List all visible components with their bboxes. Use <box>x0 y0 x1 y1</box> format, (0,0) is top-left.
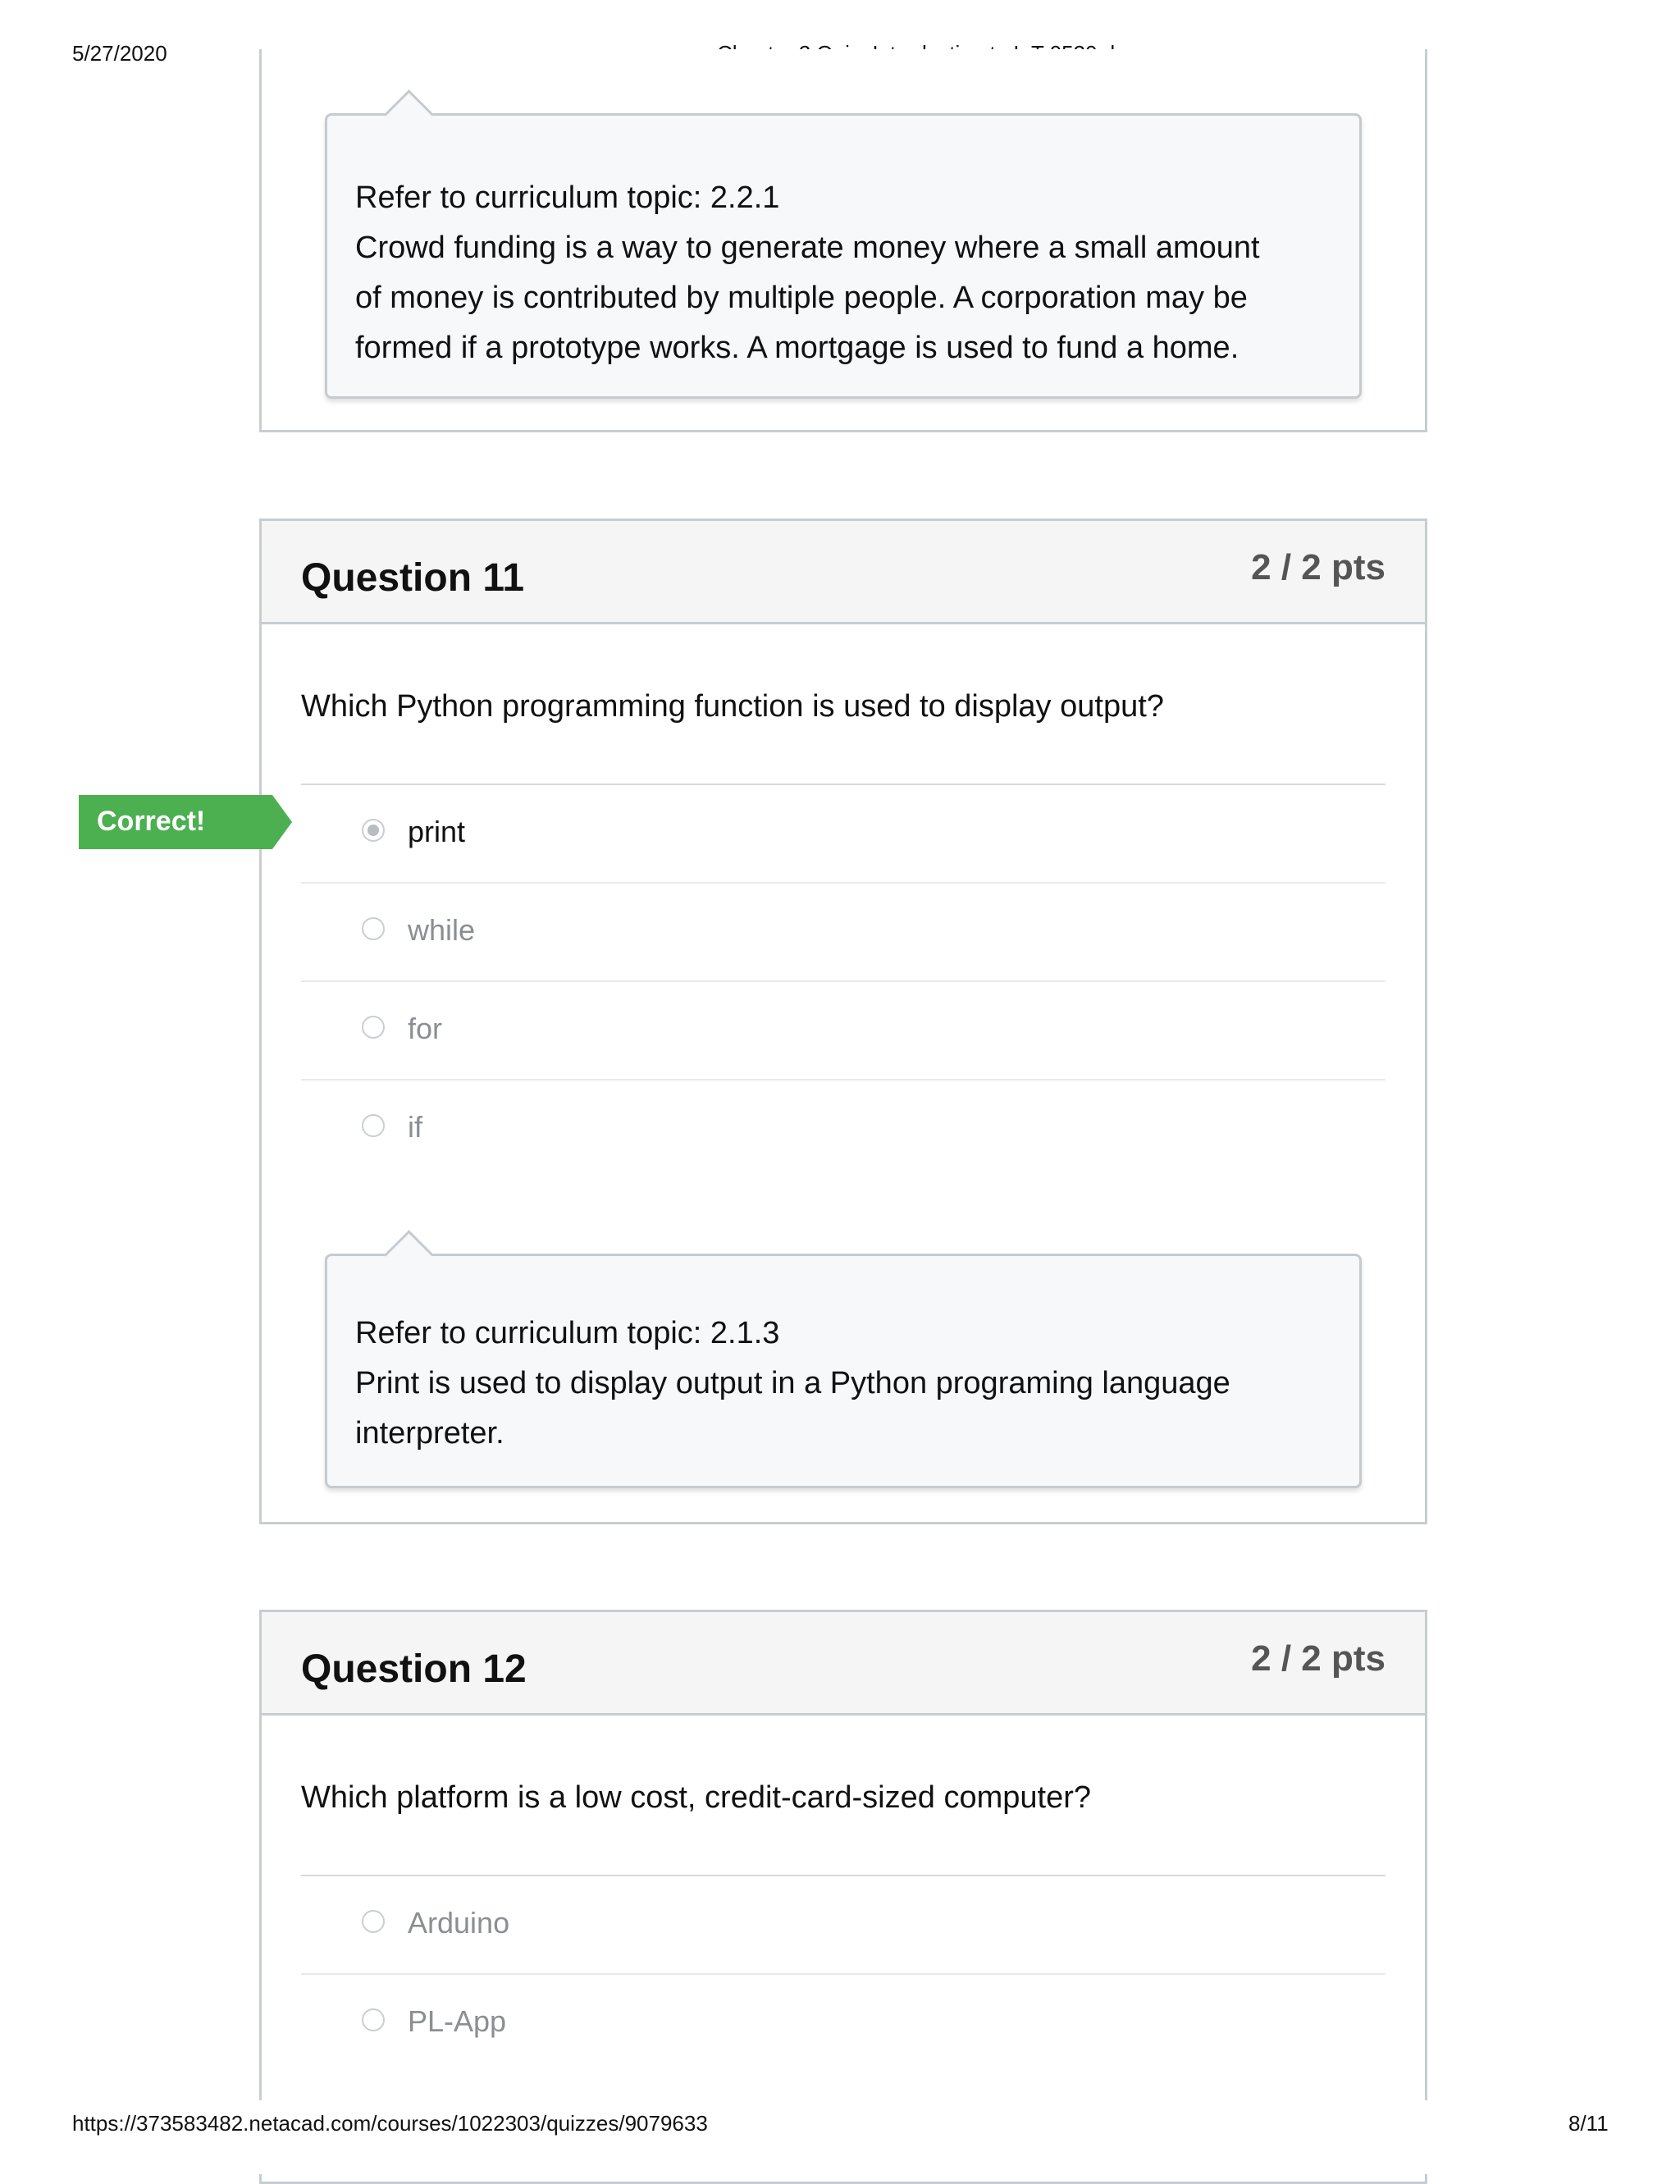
question-title: Question 12 <box>301 1647 527 1691</box>
answer-option-arduino[interactable] <box>301 1875 1386 1973</box>
comment-line: interpreter. <box>355 1416 504 1451</box>
question-12-card <box>259 1610 1427 2184</box>
radio-button[interactable] <box>362 917 385 940</box>
answer-label: Arduino <box>408 1906 510 1940</box>
radio-button[interactable] <box>362 1114 385 1137</box>
comment-pointer <box>384 89 434 139</box>
comment-pointer <box>384 1230 434 1280</box>
print-url: https://373583482.netacad.com/courses/1022303/quizzes/9079633 <box>72 2111 708 2136</box>
correct-flag-label: Correct! <box>97 806 206 837</box>
answer-comment <box>325 1254 1362 1488</box>
answer-label: for <box>408 1012 443 1045</box>
question-header <box>262 521 1425 624</box>
question-text: Which Python programming function is used to display output? <box>301 689 1164 724</box>
comment-topic: Refer to curriculum topic: 2.2.1 <box>355 180 780 215</box>
print-date: 5/27/2020 <box>72 41 167 66</box>
radio-button-selected[interactable] <box>362 819 385 842</box>
comment-topic: Refer to curriculum topic: 2.1.3 <box>355 1316 780 1350</box>
question-header <box>262 1612 1425 1716</box>
answer-option-pl-app[interactable] <box>301 1973 1386 2072</box>
question-points: 2 / 2 pts <box>1251 1638 1386 1679</box>
answer-label: while <box>408 913 476 947</box>
comment-line: Print is used to display output in a Python programing language <box>355 1366 1230 1400</box>
answer-option-for[interactable] <box>301 980 1386 1079</box>
comment-line: Crowd funding is a way to generate money where a small amount <box>355 231 1260 265</box>
radio-button[interactable] <box>362 1910 385 1933</box>
answer-label: PL-App <box>408 2004 507 2038</box>
comment-line: formed if a prototype works. A mortgage is used to fund a home. <box>355 331 1239 365</box>
page-number: 8/11 <box>1568 2111 1609 2136</box>
radio-button[interactable] <box>362 2008 385 2031</box>
answer-label: if <box>408 1110 422 1144</box>
answer-comment <box>325 113 1362 399</box>
answer-label: print <box>408 815 466 848</box>
comment-text <box>355 173 1331 373</box>
question-points: 2 / 2 pts <box>1251 547 1386 587</box>
answer-option-while[interactable] <box>301 882 1386 980</box>
answer-option-print[interactable] <box>301 784 1386 882</box>
comment-text <box>355 1309 1331 1459</box>
question-11-card <box>259 519 1427 1524</box>
question-10-card <box>259 49 1427 432</box>
radio-button[interactable] <box>362 1016 385 1039</box>
question-text: Which platform is a low cost, credit-card-sized computer? <box>301 1780 1091 1815</box>
answer-option-if[interactable] <box>301 1079 1386 1177</box>
comment-line: of money is contributed by multiple people. A corporation may be <box>355 281 1248 315</box>
correct-answer-flag <box>79 795 292 849</box>
question-title: Question 11 <box>301 556 525 600</box>
